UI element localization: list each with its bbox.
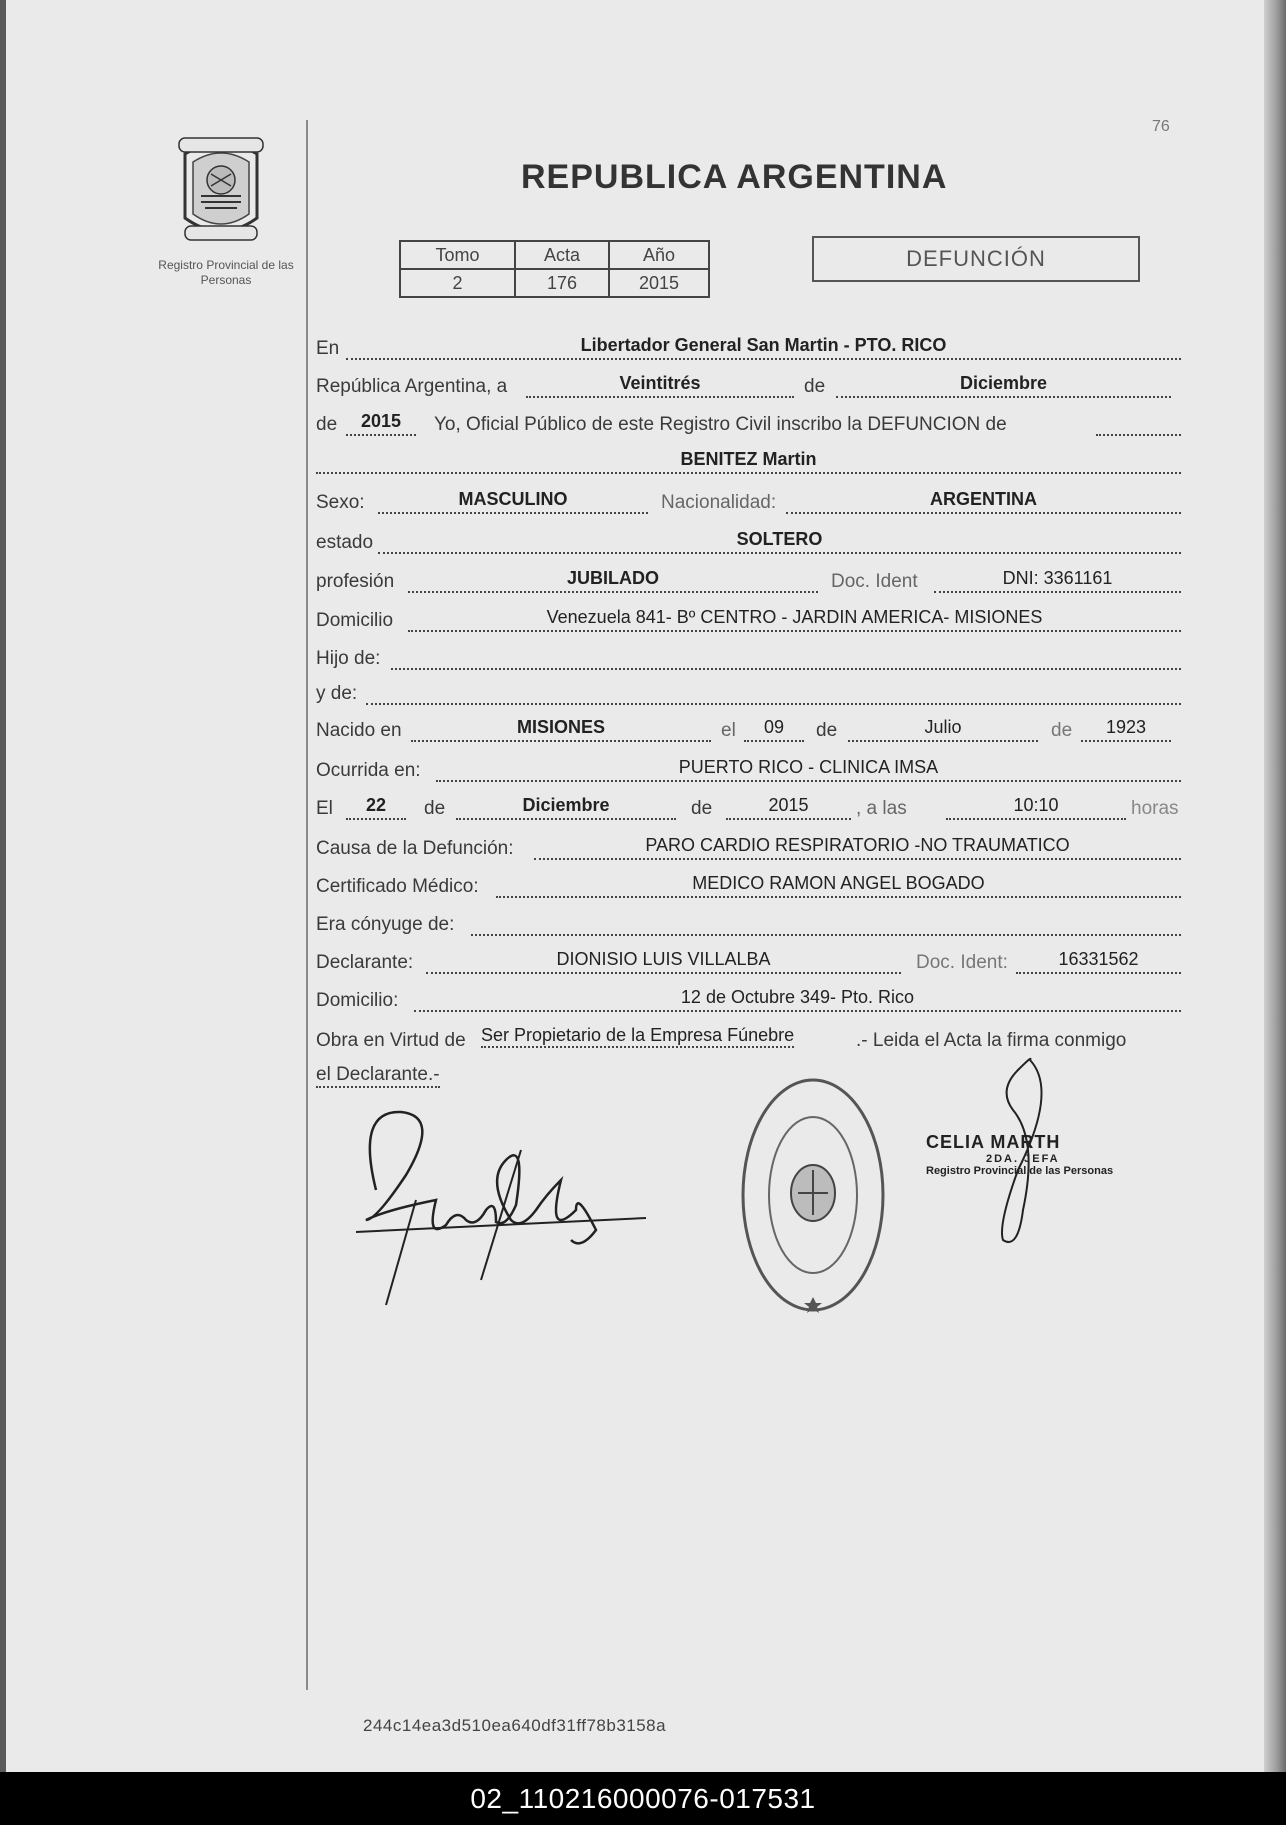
value-sexo: MASCULINO xyxy=(458,489,568,509)
label-domicilio-2: Domicilio: xyxy=(316,990,399,1011)
tomo-value: 2 xyxy=(400,269,515,297)
line-domicilio xyxy=(316,602,1186,636)
label-horas: horas xyxy=(1131,798,1179,819)
value-hora: 10:10 xyxy=(1013,795,1059,815)
label-obra-rest: .- Leida el Acta la firma conmigo xyxy=(856,1030,1127,1051)
line-estado xyxy=(316,524,1186,558)
value-domicilio: Venezuela 841- Bº CENTRO - JARDIN AMERICA- MISIONES xyxy=(546,607,1043,627)
value-mes: Diciembre xyxy=(959,373,1048,393)
label-de-n1: de xyxy=(816,720,838,741)
line-fecha xyxy=(316,368,1186,402)
act-type-box: DEFUNCIÓN xyxy=(812,236,1140,282)
value-doc: DNI: 3361161 xyxy=(1002,568,1113,588)
value-estado: SOLTERO xyxy=(736,529,823,549)
registry-table xyxy=(399,240,710,298)
acta-header: Acta xyxy=(515,241,609,269)
label-hijo: Hijo de: xyxy=(316,648,381,669)
label-conyuge: Era cónyuge de: xyxy=(316,914,455,935)
label-de-o1: de xyxy=(424,798,446,819)
line-hijo xyxy=(316,640,1186,674)
label-nacido: Nacido en xyxy=(316,720,402,741)
official-name: CELIA MARTH xyxy=(926,1132,1061,1152)
label-republica: República Argentina, a xyxy=(316,376,508,397)
value-declarante: DIONISIO LUIS VILLALBA xyxy=(556,949,771,969)
value-nombre: BENITEZ Martin xyxy=(680,449,817,469)
label-de-1: de xyxy=(804,376,826,397)
label-profesion: profesión xyxy=(316,571,395,592)
label-declarante: Declarante: xyxy=(316,952,414,973)
field-y-de xyxy=(366,679,1181,705)
value-ocurrida: PUERTO RICO - CLINICA IMSA xyxy=(678,757,939,777)
line-lugar xyxy=(316,330,1186,364)
line-nombre xyxy=(316,444,1186,478)
label-yo: Yo, Oficial Público de este Registro Civil inscribo la DEFUNCION de xyxy=(434,414,1007,435)
field-conyuge xyxy=(471,910,1181,936)
official-seal xyxy=(738,1075,888,1315)
label-y-de: y de: xyxy=(316,683,358,704)
value-lugar: Libertador General San Martin - PTO. RICO xyxy=(580,335,947,355)
label-en: En xyxy=(316,338,340,359)
document-hash: 244c14ea3d510ea640df31ff78b3158a xyxy=(363,1716,667,1735)
line-profesion xyxy=(316,563,1186,597)
value-def-anio: 2015 xyxy=(768,795,809,815)
value-nac-anio: 1923 xyxy=(1105,717,1147,737)
line-y-de xyxy=(316,675,1186,709)
value-domicilio-declarante: 12 de Octubre 349- Pto. Rico xyxy=(680,987,915,1007)
official-role: 2DA. JEFA xyxy=(986,1153,1060,1165)
document-page xyxy=(6,0,1270,1772)
line-declarante xyxy=(316,944,1186,978)
value-certificado: MEDICO RAMON ANGEL BOGADO xyxy=(692,873,985,893)
label-nacionalidad: Nacionalidad: xyxy=(661,492,777,513)
value-profesion: JUBILADO xyxy=(566,568,659,588)
label-certificado: Certificado Médico: xyxy=(316,876,479,897)
value-nac-dia: 09 xyxy=(763,717,785,737)
label-de-n2: de xyxy=(1051,720,1073,741)
line-nacido xyxy=(316,712,1186,746)
label-de-o2: de xyxy=(691,798,713,819)
field-hijo xyxy=(391,644,1181,670)
label-doc-ident-2: Doc. Ident: xyxy=(916,952,1008,973)
label-a-las: , a las xyxy=(856,798,907,819)
label-estado: estado xyxy=(316,532,374,553)
label-de-2: de xyxy=(316,414,338,435)
label-el-declarante: el Declarante.- xyxy=(316,1064,440,1088)
value-dia: Veintitrés xyxy=(619,373,701,393)
acta-value: 176 xyxy=(515,269,609,297)
line-ocurrida xyxy=(316,752,1186,786)
label-el-cap: El xyxy=(316,798,333,819)
page-number: 76 xyxy=(1152,118,1170,135)
value-nacido: MISIONES xyxy=(516,717,605,737)
file-id-bar: 02_110216000076-017531 xyxy=(0,1772,1286,1825)
label-sexo: Sexo: xyxy=(316,492,365,513)
line-conyuge xyxy=(316,906,1186,940)
line-sexo xyxy=(316,484,1186,518)
tomo-header: Tomo xyxy=(400,241,515,269)
line-anio xyxy=(316,406,1186,440)
document-title: REPUBLICA ARGENTINA xyxy=(521,158,948,196)
line-domicilio-declarante xyxy=(316,982,1186,1016)
anio-header: Año xyxy=(609,241,709,269)
label-doc-ident: Doc. Ident xyxy=(831,571,918,592)
value-causa: PARO CARDIO RESPIRATORIO -NO TRAUMATICO xyxy=(645,835,1070,855)
value-anio: 2015 xyxy=(360,411,402,431)
label-ocurrida: Ocurrida en: xyxy=(316,760,421,781)
logo-caption: Registro Provincial de las Personas xyxy=(158,258,294,287)
value-nac-mes: Julio xyxy=(924,717,962,737)
declarant-signature xyxy=(346,1100,666,1320)
official-block xyxy=(926,1132,1113,1177)
label-el: el xyxy=(721,720,736,741)
margin-line xyxy=(306,120,308,1690)
value-nacionalidad: ARGENTINA xyxy=(930,489,1037,509)
province-coat-of-arms-icon xyxy=(171,130,271,248)
field-yo-end xyxy=(1096,410,1181,436)
value-declarante-doc: 16331562 xyxy=(1058,949,1139,969)
label-domicilio: Domicilio xyxy=(316,610,394,631)
label-obra: Obra en Virtud de xyxy=(316,1030,466,1051)
page-edge xyxy=(1264,0,1286,1772)
anio-value: 2015 xyxy=(609,269,709,297)
line-causa xyxy=(316,830,1186,864)
line-fecha-defuncion xyxy=(316,790,1186,824)
line-certificado xyxy=(316,868,1186,902)
value-def-dia: 22 xyxy=(365,795,387,815)
value-virtud: Ser Propietario de la Empresa Fúnebre xyxy=(481,1025,794,1048)
label-causa: Causa de la Defunción: xyxy=(316,838,514,859)
value-def-mes: Diciembre xyxy=(522,795,610,815)
official-office: Registro Provincial de las Personas xyxy=(926,1165,1114,1177)
